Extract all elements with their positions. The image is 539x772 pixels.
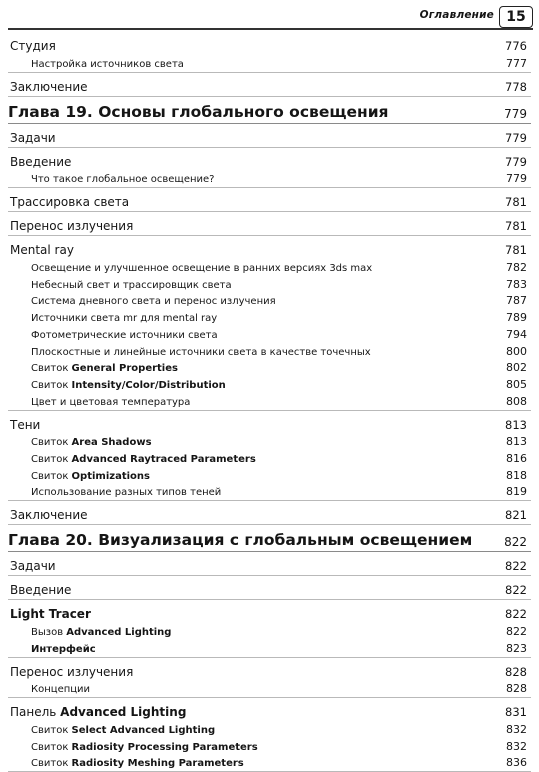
toc-entry-page: 789	[506, 311, 527, 325]
toc-entry-page: 794	[506, 327, 527, 341]
toc-entry-prefix: Свиток	[31, 758, 72, 770]
toc-entry-title: Light Tracer	[10, 607, 91, 622]
toc-entry-page: 823	[506, 641, 527, 655]
toc-section	[0, 698, 539, 722]
toc-entry-title: Интерфейс	[31, 643, 96, 655]
toc-entry-term: Radiosity Meshing Parameters	[71, 758, 244, 770]
toc-entry-page: 779	[506, 172, 527, 186]
toc-entry-page: 822	[505, 559, 527, 574]
toc-subsection	[0, 56, 539, 73]
toc-subsection	[0, 260, 539, 277]
toc-entry-title: Система дневного света и перенос излучения	[31, 296, 276, 308]
toc-subsection	[0, 468, 539, 485]
toc-subsection	[0, 344, 539, 361]
toc-entry-title: Введение	[10, 583, 72, 598]
toc-entry-page: 832	[506, 723, 527, 737]
toc-entry-prefix: Свиток	[31, 470, 72, 482]
toc-entry-page: 802	[506, 361, 527, 375]
toc-subsection	[0, 485, 539, 502]
toc-subsection	[0, 641, 539, 658]
toc-entry-title: Источники света mr для mental ray	[31, 313, 218, 325]
toc-entry-title: Что такое глобальное освещение?	[31, 174, 215, 186]
toc-entry-prefix: Свиток	[31, 453, 72, 465]
toc-entry-page: 831	[505, 705, 527, 720]
toc-section	[0, 73, 539, 97]
toc-entry-title: Концепции	[31, 684, 91, 696]
toc-subsection	[0, 722, 539, 739]
toc-entry-page: 782	[506, 261, 527, 275]
toc-entry-title: Использование разных типов теней	[31, 487, 222, 499]
toc-entry-title: Глава 20. Визуализация с глобальным освещением	[8, 531, 473, 550]
toc-entry-title	[31, 725, 215, 736]
toc-entry-title	[31, 627, 171, 638]
toc-entry-title	[31, 437, 152, 448]
toc-subsection	[0, 327, 539, 344]
toc-chapter	[0, 97, 539, 124]
toc-entry-page: 819	[506, 485, 527, 499]
toc-entry-page: 808	[506, 394, 527, 408]
toc-entry-page: 779	[504, 106, 527, 121]
toc-entry-page: 828	[506, 682, 527, 696]
toc-entry-page: 816	[506, 451, 527, 465]
toc-entry-page: 821	[505, 508, 527, 523]
toc-entry-title: Задачи	[10, 130, 56, 145]
toc-entry-page: 822	[506, 625, 527, 638]
toc-subsection	[0, 435, 539, 452]
toc-entry-page: 781	[505, 243, 527, 258]
toc-entry-title: Плоскостные и линейные источники света в качестве точечных	[31, 346, 371, 358]
toc-entry-term: Area Shadows	[71, 437, 152, 449]
toc-subsection	[0, 310, 539, 327]
toc-entry-page: 822	[504, 535, 527, 550]
toc-subsection	[0, 377, 539, 394]
toc-entry-term: Advanced Raytraced Parameters	[71, 453, 256, 465]
toc-entry-title	[31, 363, 178, 374]
toc-entry-prefix: Свиток	[31, 741, 72, 753]
toc-entry-term: Advanced Lighting	[66, 627, 172, 638]
toc-entry-page: 836	[506, 756, 527, 770]
toc-section	[0, 188, 539, 212]
toc-entry-term: General Properties	[71, 363, 178, 375]
toc-section	[0, 212, 539, 236]
table-of-contents	[0, 32, 539, 772]
toc-entry-page: 787	[506, 294, 527, 308]
toc-section	[0, 658, 539, 682]
toc-entry-title: Фотометрические источники света	[31, 329, 218, 341]
toc-entry-prefix: Свиток	[31, 379, 72, 391]
toc-entry-title: Небесный свет и трассировщик света	[31, 279, 232, 291]
toc-entry-title: Заключение	[10, 508, 88, 523]
toc-entry-title	[10, 705, 186, 719]
toc-entry-title: Заключение	[10, 79, 88, 94]
toc-entry-term: Intensity/Color/Distribution	[71, 379, 226, 391]
toc-chapter	[0, 525, 539, 552]
toc-entry-prefix: Свиток	[31, 725, 72, 737]
toc-subsection	[0, 739, 539, 756]
toc-entry-page: 822	[505, 607, 527, 622]
toc-entry-page: 818	[506, 468, 527, 482]
toc-entry-prefix: Вызов	[31, 627, 67, 638]
toc-section	[0, 576, 539, 600]
toc-subsection	[0, 451, 539, 468]
toc-subsection	[0, 624, 539, 641]
toc-section	[0, 411, 539, 435]
toc-entry-term: Select Advanced Lighting	[71, 725, 216, 737]
toc-entry-title: Тени	[10, 417, 41, 432]
toc-entry-page: 813	[505, 417, 527, 432]
toc-entry-page: 778	[505, 79, 527, 94]
toc-entry-title: Настройка источников света	[31, 58, 184, 70]
toc-subsection	[0, 172, 539, 189]
toc-entry-title	[31, 454, 256, 465]
toc-entry-page: 832	[506, 739, 527, 753]
toc-entry-page: 822	[505, 583, 527, 598]
toc-entry-page: 828	[505, 664, 527, 679]
toc-entry-page: 781	[505, 219, 527, 234]
toc-entry-term: Advanced Lighting	[60, 705, 187, 720]
toc-entry-title: Mental ray	[10, 243, 74, 258]
toc-subsection	[0, 682, 539, 699]
toc-entry-title	[31, 471, 150, 482]
toc-section	[0, 124, 539, 148]
header-rule	[8, 28, 533, 30]
page-header	[0, 5, 539, 29]
toc-entry-term: Radiosity Processing Parameters	[71, 741, 258, 753]
toc-entry-title: Задачи	[10, 559, 56, 574]
toc-entry-title: Освещение и улучшенное освещение в ранних версиях 3ds max	[31, 263, 373, 275]
toc-entry-page: 813	[506, 435, 527, 449]
toc-entry-page: 776	[505, 39, 527, 53]
toc-subsection	[0, 394, 539, 411]
toc-section	[0, 148, 539, 172]
toc-entry-page: 777	[506, 56, 527, 70]
running-header-title: Оглавление	[419, 9, 494, 21]
toc-entry-prefix: Свиток	[31, 363, 72, 375]
toc-entry-title: Глава 19. Основы глобального освещения	[8, 102, 389, 121]
toc-subsection	[0, 361, 539, 378]
toc-entry-title: Введение	[10, 154, 72, 169]
toc-section	[0, 32, 539, 56]
toc-entry-page: 805	[506, 377, 527, 391]
toc-section	[0, 236, 539, 260]
toc-entry-prefix: Панель	[10, 705, 61, 720]
toc-entry-title	[31, 742, 258, 753]
toc-entry-title: Трассировка света	[10, 195, 130, 210]
toc-section	[0, 600, 539, 624]
toc-section	[0, 501, 539, 525]
toc-entry-title: Цвет и цветовая температура	[31, 396, 191, 408]
toc-subsection	[0, 294, 539, 311]
toc-entry-term: Optimizations	[71, 470, 150, 482]
toc-entry-page: 783	[506, 277, 527, 291]
toc-subsection	[0, 277, 539, 294]
toc-section	[0, 552, 539, 576]
toc-entry-title	[31, 380, 226, 391]
toc-entry-title: Перенос излучения	[10, 664, 134, 679]
toc-entry-page: 800	[506, 344, 527, 358]
page-number-badge: 15	[499, 6, 533, 28]
toc-entry-page: 779	[505, 130, 527, 145]
toc-entry-page: 781	[505, 195, 527, 210]
toc-entry-prefix: Свиток	[31, 437, 72, 449]
toc-entry-page: 779	[505, 154, 527, 169]
toc-entry-title: Перенос излучения	[10, 219, 134, 234]
toc-entry-title: Студия	[10, 39, 56, 53]
